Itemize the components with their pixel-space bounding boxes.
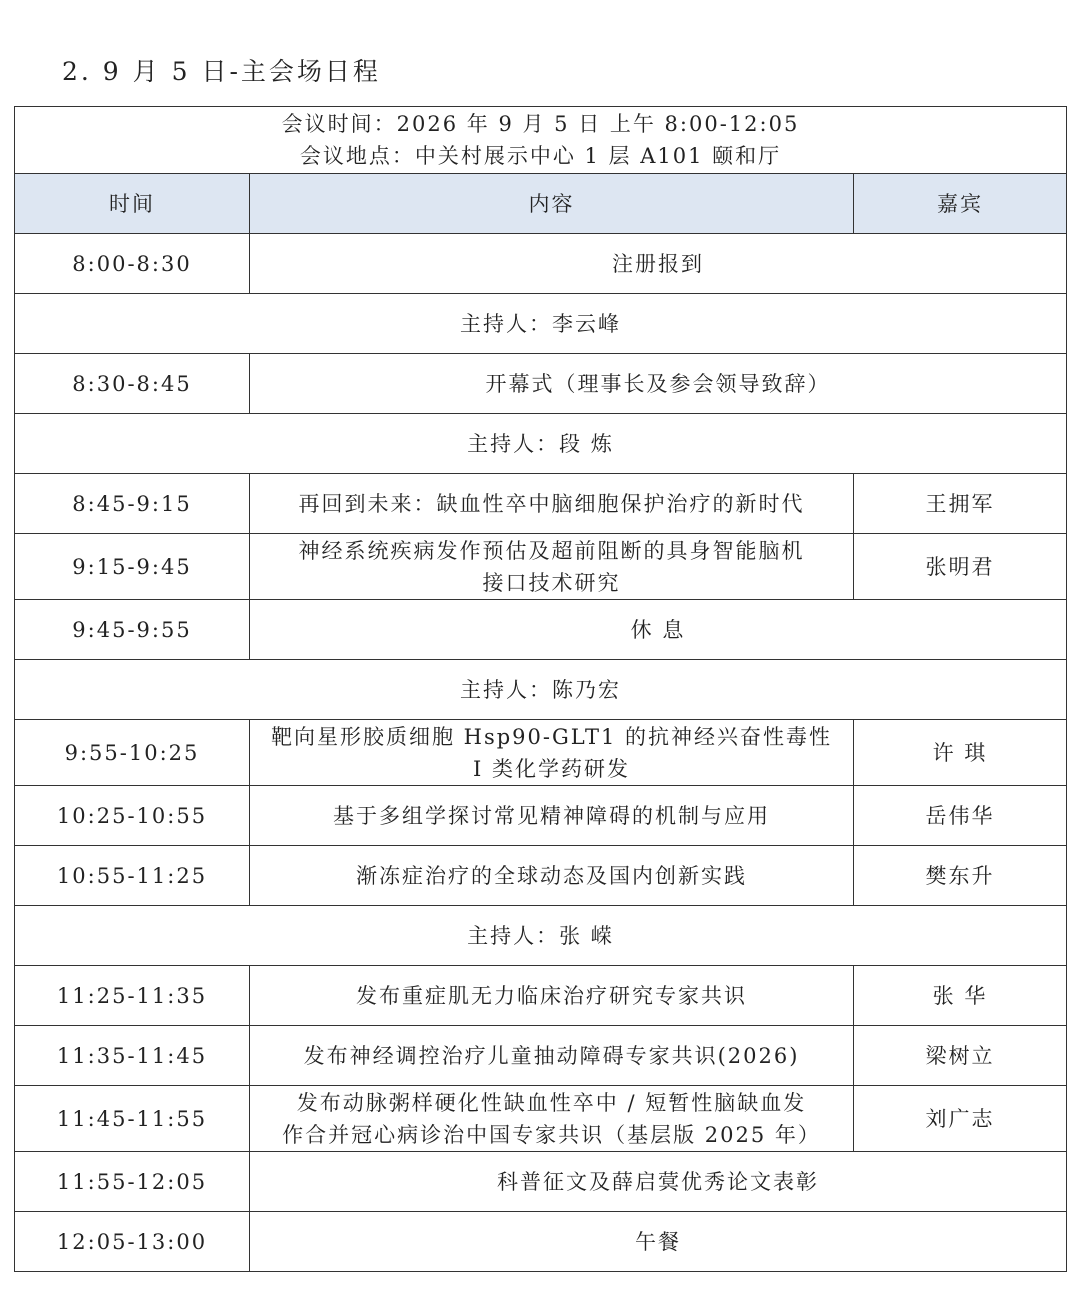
- time-cell: 8:45-9:15: [15, 474, 250, 534]
- schedule-row: [15, 354, 1067, 414]
- schedule-row: [15, 846, 1067, 906]
- host-cell: 主持人：陈乃宏: [15, 660, 1067, 720]
- schedule-table: [14, 106, 1067, 1272]
- time-cell: 9:45-9:55: [15, 600, 250, 660]
- content-line: 接口技术研究: [482, 570, 621, 595]
- host-row: [15, 660, 1067, 720]
- time-cell: 10:55-11:25: [15, 846, 250, 906]
- content-line: 靶向星形胶质细胞 Hsp90-GLT1 的抗神经兴奋性毒性: [270, 724, 833, 749]
- content-cell: 注册报到: [250, 234, 1067, 294]
- schedule-row: [15, 474, 1067, 534]
- host-cell: 主持人：李云峰: [15, 294, 1067, 354]
- speaker-cell: 梁树立: [854, 1026, 1067, 1086]
- content-cell: 基于多组学探讨常见精神障碍的机制与应用: [250, 786, 854, 846]
- content-cell: 开幕式（理事长及参会领导致辞）: [250, 354, 1067, 414]
- content-cell: [250, 534, 854, 600]
- host-cell: 主持人：段 炼: [15, 414, 1067, 474]
- meeting-time: 会议时间：2026 年 9 月 5 日 上午 8:00-12:05: [281, 112, 800, 136]
- content-line: 神经系统疾病发作预估及超前阻断的具身智能脑机: [298, 538, 805, 563]
- schedule-row: [15, 1212, 1067, 1272]
- speaker-cell: 刘广志: [854, 1086, 1067, 1152]
- meeting-location: 会议地点：中关村展示中心 1 层 A101 颐和厅: [299, 144, 782, 168]
- meeting-info-row: [15, 107, 1067, 174]
- time-cell: 8:30-8:45: [15, 354, 250, 414]
- speaker-cell: 王拥军: [854, 474, 1067, 534]
- speaker-cell: 许 琪: [854, 720, 1067, 786]
- time-cell: 9:15-9:45: [15, 534, 250, 600]
- content-cell: [250, 720, 854, 786]
- schedule-row: [15, 234, 1067, 294]
- schedule-row: [15, 966, 1067, 1026]
- speaker-cell: 樊东升: [854, 846, 1067, 906]
- time-cell: 11:25-11:35: [15, 966, 250, 1026]
- header-row: [15, 174, 1067, 234]
- content-line: 作合并冠心病诊治中国专家共识（基层版 2025 年）: [282, 1122, 821, 1147]
- content-cell: 午餐: [250, 1212, 1067, 1272]
- schedule-row: [15, 720, 1067, 786]
- schedule-row: [15, 600, 1067, 660]
- content-line: I 类化学药研发: [473, 756, 630, 781]
- schedule-row: [15, 534, 1067, 600]
- time-cell: 11:45-11:55: [15, 1086, 250, 1152]
- section-title: 2. 9 月 5 日-主会场日程: [62, 57, 381, 86]
- host-row: [15, 906, 1067, 966]
- content-cell: 发布神经调控治疗儿童抽动障碍专家共识(2026): [250, 1026, 854, 1086]
- meeting-info-cell: [15, 107, 1067, 174]
- header-content: 内容: [250, 174, 854, 234]
- speaker-cell: 张明君: [854, 534, 1067, 600]
- header-time: 时间: [15, 174, 250, 234]
- header-speaker: 嘉宾: [854, 174, 1067, 234]
- time-cell: 10:25-10:55: [15, 786, 250, 846]
- content-cell: 再回到未来：缺血性卒中脑细胞保护治疗的新时代: [250, 474, 854, 534]
- time-cell: 12:05-13:00: [15, 1212, 250, 1272]
- host-row: [15, 414, 1067, 474]
- content-cell: 科普征文及薛启蓂优秀论文表彰: [250, 1152, 1067, 1212]
- schedule-row: [15, 1152, 1067, 1212]
- schedule-row: [15, 786, 1067, 846]
- time-cell: 11:35-11:45: [15, 1026, 250, 1086]
- content-cell: 休 息: [250, 600, 1067, 660]
- speaker-cell: 岳伟华: [854, 786, 1067, 846]
- content-cell: 渐冻症治疗的全球动态及国内创新实践: [250, 846, 854, 906]
- content-line: 发布动脉粥样硬化性缺血性卒中 / 短暂性脑缺血发: [296, 1090, 807, 1115]
- time-cell: 8:00-8:30: [15, 234, 250, 294]
- host-row: [15, 294, 1067, 354]
- content-cell: [250, 1086, 854, 1152]
- host-cell: 主持人：张 嵘: [15, 906, 1067, 966]
- schedule-row: [15, 1086, 1067, 1152]
- speaker-cell: 张 华: [854, 966, 1067, 1026]
- schedule-row: [15, 1026, 1067, 1086]
- time-cell: 11:55-12:05: [15, 1152, 250, 1212]
- time-cell: 9:55-10:25: [15, 720, 250, 786]
- content-cell: 发布重症肌无力临床治疗研究专家共识: [250, 966, 854, 1026]
